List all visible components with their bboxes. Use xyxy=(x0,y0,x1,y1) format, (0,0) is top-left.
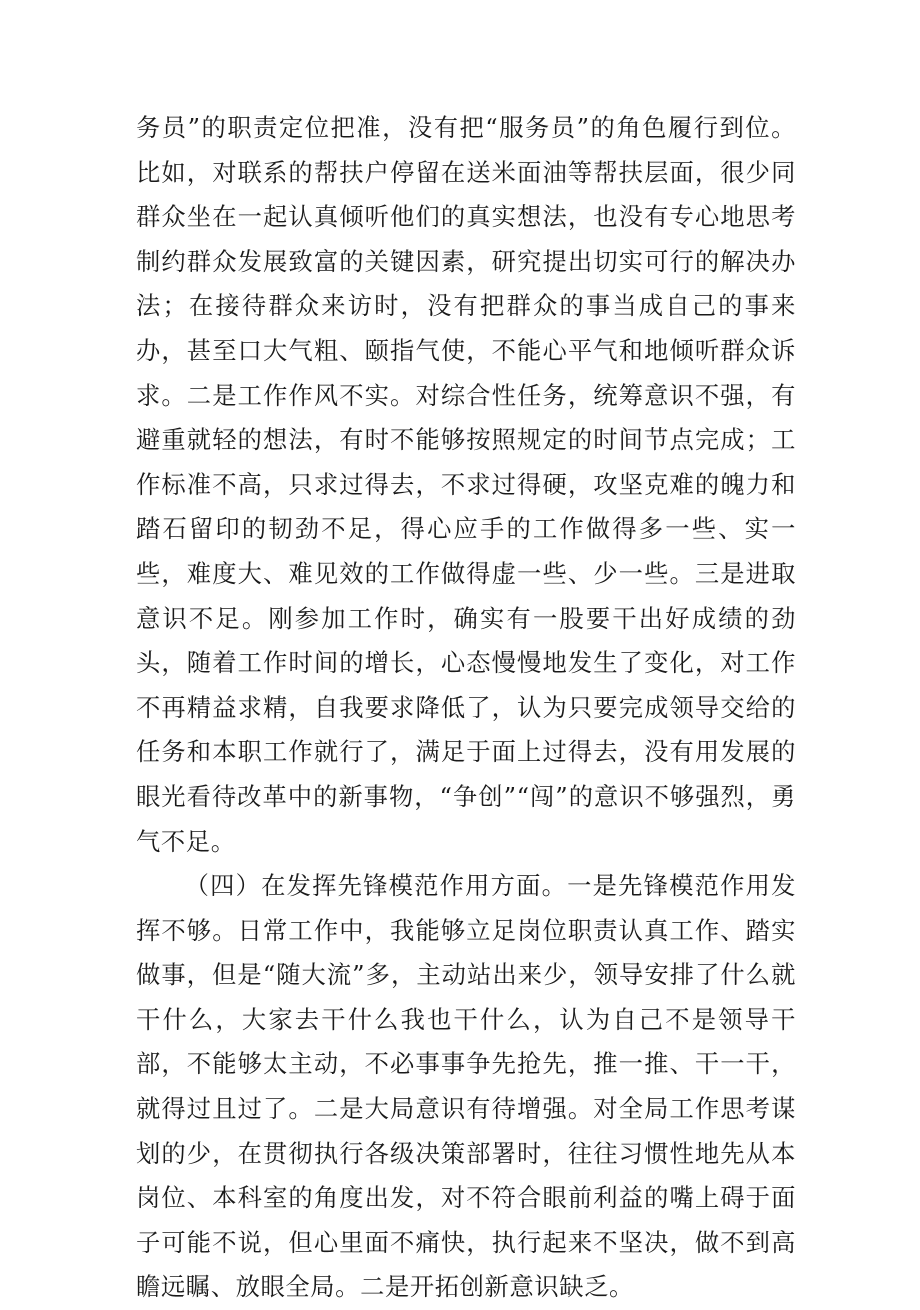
paragraph-continuation: 务员”的职责定位把准，没有把“服务员”的角色履行到位。比如，对联系的帮扶户停留在送米面油等帮扶层面，很少同群众坐在一起认真倾听他们的真实想法，也没有专心地思考制约群众发展致富的关键因素，研究提出切实可行的解决办法；在接待群众来访时，没有把群众的事当成自己的事来办，甚至口大气粗、颐指气使，不能心平气和地倾听群众诉求。二是工作作风不实。对综合性任务，统筹意识不强，有避重就轻的想法，有时不能够按照规定的时间节点完成；工作标准不高，只求过得去，不求过得硬，攻坚克难的魄力和踏石留印的韧劲不足，得心应手的工作做得多一些、实一些，难度大、难见效的工作做得虚一些、少一些。三是进取意识不足。刚参加工作时，确实有一股要干出好成绩的劲头，随着工作时间的增长，心态慢慢地发生了变化，对工作不再精益求精，自我要求降低了，认为只要完成领导交给的任务和本职工作就行了，满足于面上过得去，没有用发展的眼光看待改革中的新事物，“争创”“闯”的意识不够强烈，勇气不足。 xyxy=(136,113,796,856)
document-body xyxy=(136,106,796,1310)
paragraph-section-four: （四）在发挥先锋模范作用方面。一是先锋模范作用发挥不够。日常工作中，我能够立足岗位职责认真工作、踏实做事，但是“随大流”多，主动站出来少，领导安排了什么就干什么，大家去干什么我也干什么，认为自己不是领导干部，不能够太主动，不必事事争先抢先，推一推、干一干，就得过且过了。二是大局意识有待增强。对全局工作思考谋划的少，在贯彻执行各级决策部署时，往往习惯性地先从本岗位、本科室的角度出发，对不符合眼前利益的嘴上碍于面子可能不说，但心里面不痛快，执行起来不坚决，做不到高瞻远瞩、放眼全局。二是开拓创新意识缺乏。 xyxy=(136,871,796,1302)
